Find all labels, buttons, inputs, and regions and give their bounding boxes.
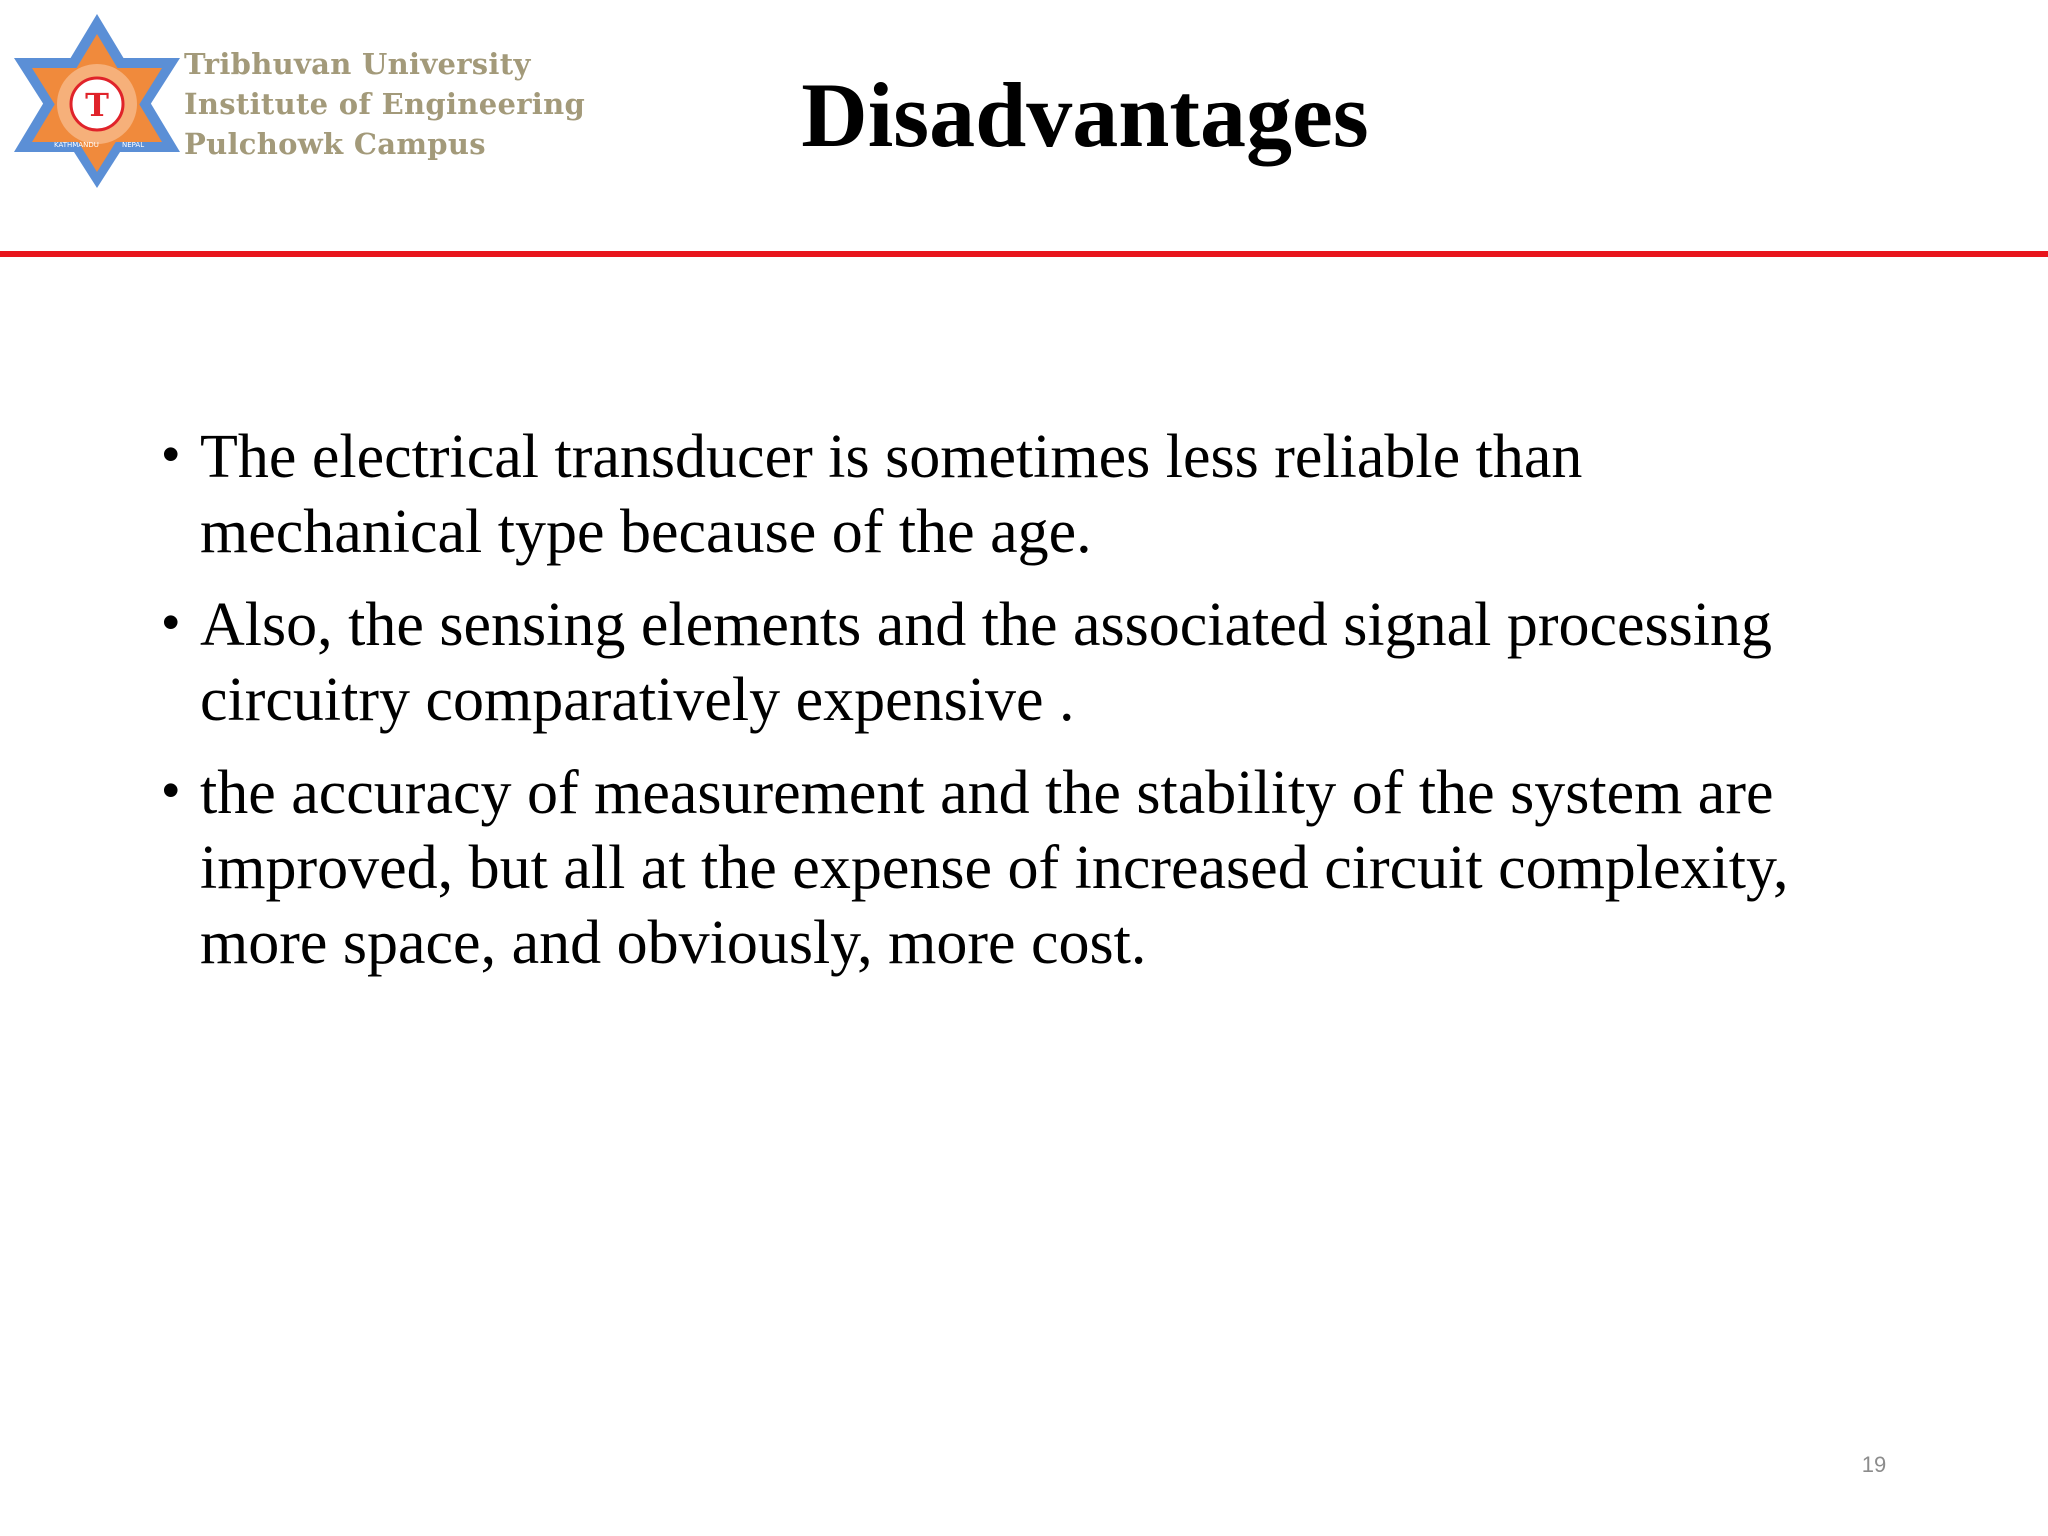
svg-text:T: T <box>85 86 109 124</box>
bullet-list <box>160 420 1880 981</box>
page-number: 19 <box>1861 1452 1887 1477</box>
svg-text:NEPAL: NEPAL <box>122 141 145 149</box>
bullet-icon: • <box>162 594 180 650</box>
svg-text:KATHMANDU: KATHMANDU <box>54 141 99 149</box>
org-line-campus: Pulchowk Campus <box>184 127 486 161</box>
org-name-block <box>184 44 585 164</box>
university-emblem-icon <box>12 12 182 190</box>
bullet-text: the accuracy of measurement and the stability of the system are improved, but all at the expense of increased circuit complexity, more space, and obviously, more cost. <box>200 759 1789 977</box>
bullet-item <box>160 420 1880 570</box>
slide-header <box>0 0 2048 252</box>
bullet-icon: • <box>162 426 180 482</box>
bullet-text: The electrical transducer is sometimes less reliable than mechanical type because of the age. <box>200 423 1583 566</box>
org-line-university: Tribhuvan University <box>184 47 531 81</box>
bullet-text: Also, the sensing elements and the associated signal processing circuitry comparatively expensive . <box>200 591 1773 734</box>
bullet-item <box>160 756 1880 981</box>
org-line-institute: Institute of Engineering <box>184 87 586 121</box>
university-logo <box>12 12 182 190</box>
bullet-item <box>160 588 1880 738</box>
header-divider <box>0 251 2048 257</box>
bullet-icon: • <box>162 762 180 818</box>
slide-title: Disadvantages <box>801 64 1369 166</box>
slide-body <box>160 420 1880 999</box>
